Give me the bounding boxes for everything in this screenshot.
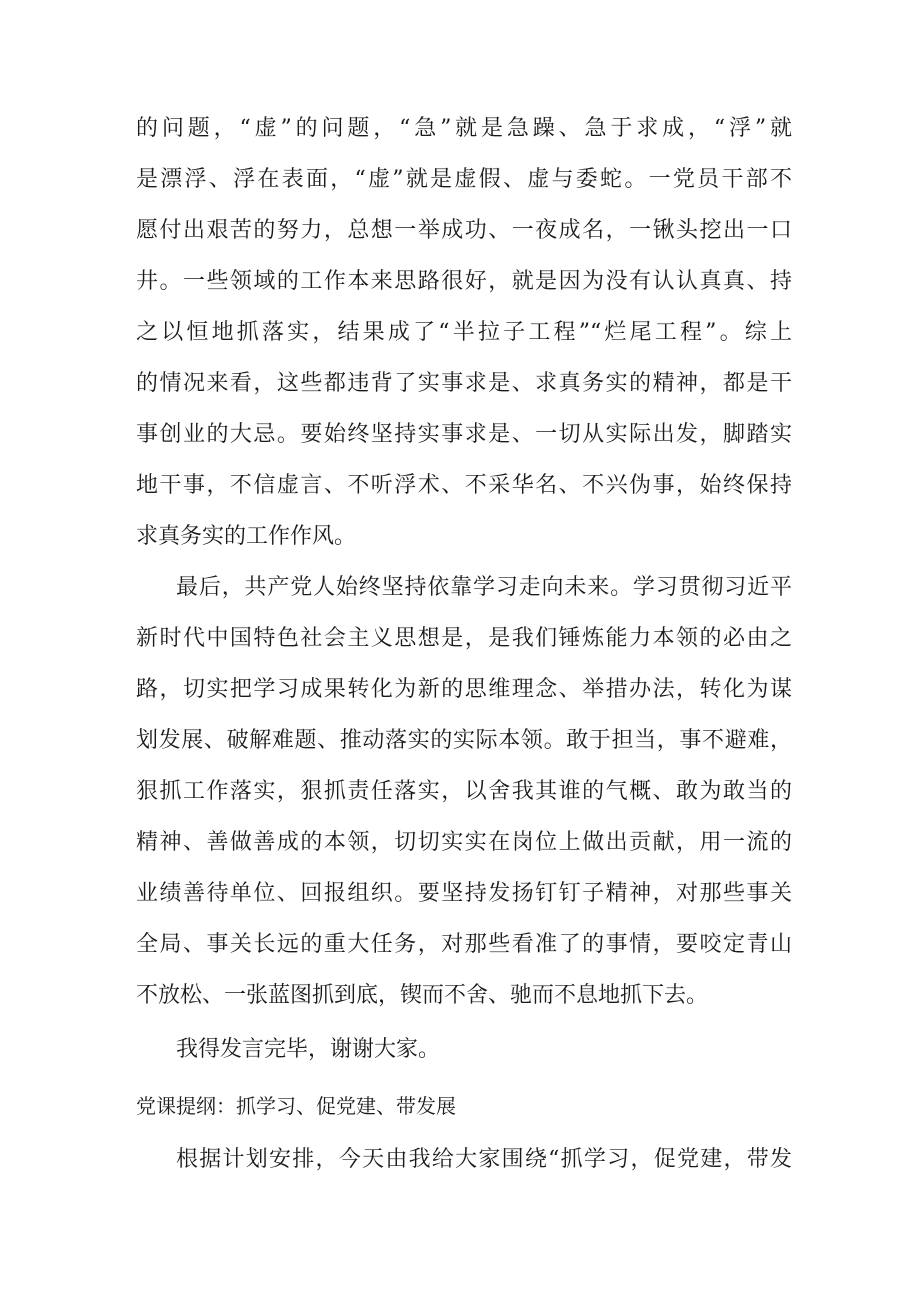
paragraph-1-line-8: 地干事，不信虚言、不听浮术、不采华名、不兴伪事，始终保持 [136,473,792,498]
paragraph-2-line-5: 狠抓工作落实，狠抓责任落实，以舍我其谁的气概、敢为敢当的 [136,779,792,804]
paragraph-1-line-4: 井。一些领域的工作本来思路很好，就是因为没有认认真真、持 [136,269,792,294]
paragraph-2-line-1: 最后，共产党人始终坚持依靠学习走向未来。学习贯彻习近平 [176,575,792,600]
paragraph-2-line-4: 划发展、破解难题、推动落实的实际本领。敢于担当，事不避难， [136,728,792,753]
paragraph-2-line-7: 业绩善待单位、回报组织。要坚持发扬钉钉子精神，对那些事关 [136,881,792,906]
paragraph-1-line-1: 的问题，“虚”的问题，“急”就是急躁、急于求成，“浮”就 [136,116,792,141]
closing-remark: 我得发言完毕，谢谢大家。 [176,1037,441,1062]
paragraph-1-line-9: 求真务实的工作作风。 [136,524,357,549]
paragraph-1-line-7: 事创业的大忌。要始终坚持实事求是、一切从实际出发，脚踏实 [136,422,792,447]
paragraph-2-line-9: 不放松、一张蓝图抓到底，锲而不舍、驰而不息地抓下去。 [136,983,709,1008]
paragraph-1-line-3: 愿付出艰苦的努力，总想一举成功、一夜成名，一锹头挖出一口 [136,218,792,243]
paragraph-3-line-1: 根据计划安排，今天由我给大家围绕“抓学习，促党建，带发 [176,1147,792,1172]
paragraph-1-line-6: 的情况来看，这些都违背了实事求是、求真务实的精神，都是干 [136,371,792,396]
paragraph-2-line-8: 全局、事关长远的重大任务，对那些看准了的事情，要咬定青山 [136,932,792,957]
paragraph-2-line-6: 精神、善做善成的本领，切切实实在岗位上做出贡献，用一流的 [136,830,792,855]
paragraph-2-line-3: 路，切实把学习成果转化为新的思维理念、举措办法，转化为谋 [136,677,792,702]
paragraph-1-line-5: 之以恒地抓落实，结果成了“半拉子工程”“烂尾工程”。综上 [136,320,792,345]
section-heading: 党课提纲：抓学习、促党建、带发展 [136,1094,456,1118]
paragraph-2-line-2: 新时代中国特色社会主义思想是，是我们锤炼能力本领的必由之 [136,626,792,651]
paragraph-1-line-2: 是漂浮、浮在表面，“虚”就是虚假、虚与委蛇。一党员干部不 [136,167,792,192]
